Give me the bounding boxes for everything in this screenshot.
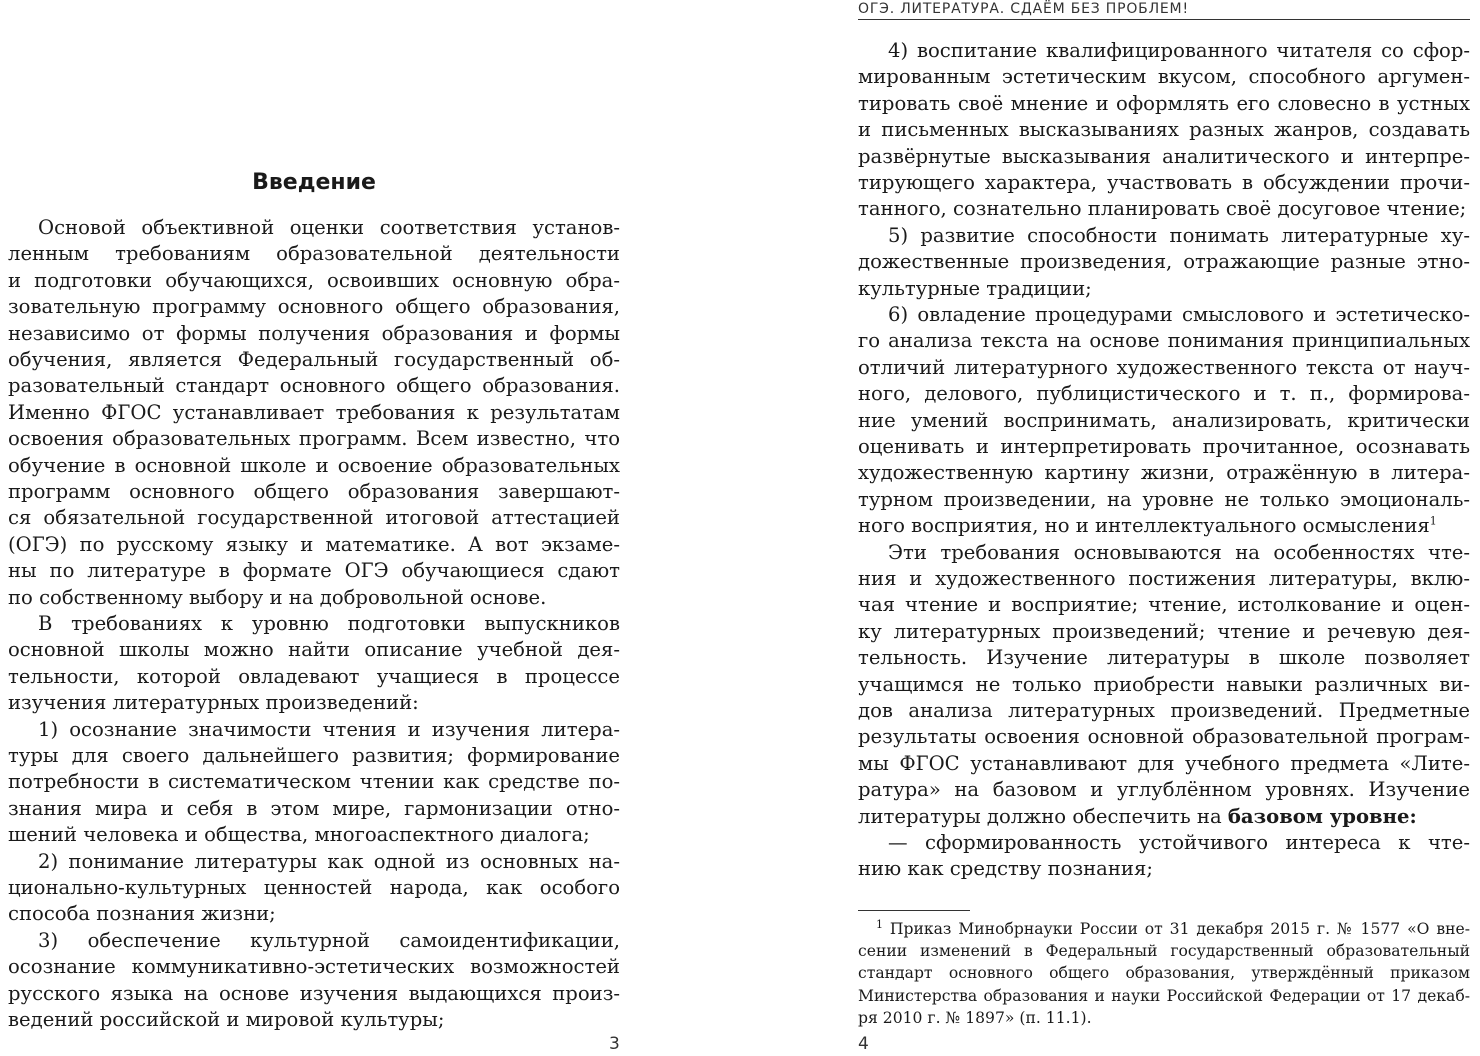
text-line: туры для своего дальнейшего развития; формирование xyxy=(8,744,620,767)
footnote-fragment: Приказ Минобрнауки России от 31 декабря 2015 г. № 1577 «О вне- xyxy=(889,920,1470,938)
text-fragment: ного восприятия, но и интеллектуального осмысления xyxy=(858,514,1430,538)
text-line: тирующего характера, участвовать в обсуждении прочи- xyxy=(858,171,1470,194)
text-line: обучения, является Федеральный государственный об- xyxy=(8,348,620,371)
text-line: чая чтение и восприятие; чтение, истолкование и оцен- xyxy=(858,593,1470,617)
list-item-line: 4) воспитание квалифицированного читателя со сфор- xyxy=(888,39,1470,62)
text-line: ние умений воспринимать, анализировать, критически xyxy=(858,408,1470,432)
text-line: основной школы можно найти описание учебной дея- xyxy=(8,638,620,662)
text-line: ны по литературе в формате ОГЭ обучающиеся сдают xyxy=(8,559,620,583)
list-item-line: 6) овладение процедурами смыслового и эстетическо- xyxy=(888,303,1470,326)
text-line: дов анализа литературных произведений. Предметные xyxy=(858,699,1470,722)
text-line: танного, сознательно планировать своё досуговое чтение; xyxy=(858,197,1467,221)
page-number: 4 xyxy=(858,1034,869,1054)
text-line: Эти требования основываются на особенностях чте- xyxy=(888,540,1470,564)
text-line: зовательную программу основного общего образования, xyxy=(8,295,620,319)
text-line: нию как средству познания; xyxy=(858,857,1153,881)
text-line: В требованиях к уровню подготовки выпускников xyxy=(38,612,620,635)
page-number: 3 xyxy=(609,1034,620,1054)
text-line: и подготовки обучающихся, освоивших основную обра- xyxy=(8,268,620,292)
text-line: тельность. Изучение литературы в школе позволяет xyxy=(858,646,1470,670)
footnote-line xyxy=(858,918,1470,940)
chapter-heading: Введение xyxy=(252,170,376,195)
text-line: осознание коммуникативно-эстетических возможностей xyxy=(8,955,620,979)
text-line: отличий литературного художественного текста от науч- xyxy=(858,355,1470,379)
text-line: мы ФГОС устанавливают для учебного предмета «Лите- xyxy=(858,751,1470,775)
text-line: (ОГЭ) по русскому языку и математике. А вот экзаме- xyxy=(8,532,620,556)
text-line: ратура» на базовом и углублённом уровнях. Изучение xyxy=(858,778,1470,802)
text-line: тировать своё мнение и оформлять его словесно в устных xyxy=(858,91,1470,115)
text-line: ного, делового, публицистического и т. п., формирова- xyxy=(858,382,1470,406)
text-line-with-bold xyxy=(858,804,1470,830)
text-line: Именно ФГОС устанавливает требования к результатам xyxy=(8,400,620,424)
left-page xyxy=(8,0,620,1056)
text-line: изучения литературных произведений: xyxy=(8,691,419,715)
text-line: культурные традиции; xyxy=(858,276,1092,300)
list-item-line: 1) осознание значимости чтения и изучения литера- xyxy=(38,717,620,741)
text-line: программ основного общего образования завершают- xyxy=(8,480,620,503)
footnote-marker: 1 xyxy=(876,917,883,931)
text-line: обучение в основной школе и освоение образовательных xyxy=(8,453,620,477)
text-line: ку литературных произведений; чтение и речевую дея- xyxy=(858,619,1470,643)
text-line: ся обязательной государственной итоговой аттестацией xyxy=(8,506,620,530)
text-line: развёрнутые высказывания аналитического и интерпре- xyxy=(858,144,1470,168)
text-line: шений человека и общества, многоаспектного диалога; xyxy=(8,823,590,847)
text-line: разовательный стандарт основного общего образования. xyxy=(8,374,620,398)
right-page xyxy=(858,0,1470,1056)
text-line: ния и художественного постижения литературы, вклю- xyxy=(858,567,1470,590)
footnote-line: стандарт основного общего образования, утверждённый приказом xyxy=(858,964,1470,983)
text-line: Основой объективной оценки соответствия установ- xyxy=(38,216,620,239)
footnote-ref: 1 xyxy=(1429,514,1437,528)
list-item-line: 2) понимание литературы как одной из основных на- xyxy=(38,849,620,873)
text-line: знания мира и себя в этом мире, гармонизации отно- xyxy=(8,796,620,820)
text-line: художественную картину жизни, отражённую в литера- xyxy=(858,461,1470,485)
text-line: учащимся не только приобрести навыки различных ви- xyxy=(858,672,1470,696)
footnote-line: ря 2010 г. № 1897» (п. 11.1). xyxy=(858,1008,1092,1027)
text-line: — сформированность устойчивого интереса к чте- xyxy=(888,831,1470,854)
text-line: по собственному выбору и на добровольной основе. xyxy=(8,585,547,609)
text-line: и письменных высказываниях разных жанров, создавать xyxy=(858,118,1470,142)
list-item-line: 3) обеспечение культурной самоидентификации, xyxy=(38,928,620,952)
text-line: независимо от формы получения образования и формы xyxy=(8,321,620,345)
text-line: оценивать и интерпретировать прочитанное, осознавать xyxy=(858,435,1470,458)
text-line-with-footnote xyxy=(858,513,1470,539)
text-line: русского языка на основе изучения выдающихся произ- xyxy=(8,981,620,1005)
text-line: результаты освоения основной образовательной програм- xyxy=(858,725,1470,749)
text-line: го анализа текста на основе понимания принципиальных xyxy=(858,329,1470,353)
text-line: способа познания жизни; xyxy=(8,902,276,926)
text-line: ведений российской и мировой культуры; xyxy=(8,1008,445,1031)
footnote-line: сении изменений в Федеральный государственный образовательный xyxy=(858,942,1470,961)
text-line: тельности, которой овладевают учащиеся в процессе xyxy=(8,664,620,688)
list-item-line: 5) развитие способности понимать литературные ху- xyxy=(888,223,1470,247)
bold-phrase: базовом уровне: xyxy=(1227,804,1417,828)
footnote-line: Министерства образования и науки Российской Федерации от 17 декаб- xyxy=(858,986,1470,1005)
running-head: ОГЭ. ЛИТЕРАТУРА. СДАЁМ БЕЗ ПРОБЛЕМ! xyxy=(858,0,1470,20)
text-line: освоения образовательных программ. Всем известно, что xyxy=(8,427,620,451)
text-line: ционально-культурных ценностей народа, как особого xyxy=(8,876,620,899)
text-line: дожественные произведения, отражающие разные этно- xyxy=(858,250,1470,274)
text-fragment: литературы должно обеспечить на xyxy=(858,804,1228,828)
text-line: потребности в систематическом чтении как средстве по- xyxy=(8,770,620,794)
footnote-divider xyxy=(858,910,970,911)
text-line: турном произведении, на уровне не только эмоциональ- xyxy=(858,487,1470,511)
text-line: ленным требованиям образовательной деятельности xyxy=(8,242,620,266)
text-line: мированным эстетическим вкусом, способного аргумен- xyxy=(858,65,1470,89)
